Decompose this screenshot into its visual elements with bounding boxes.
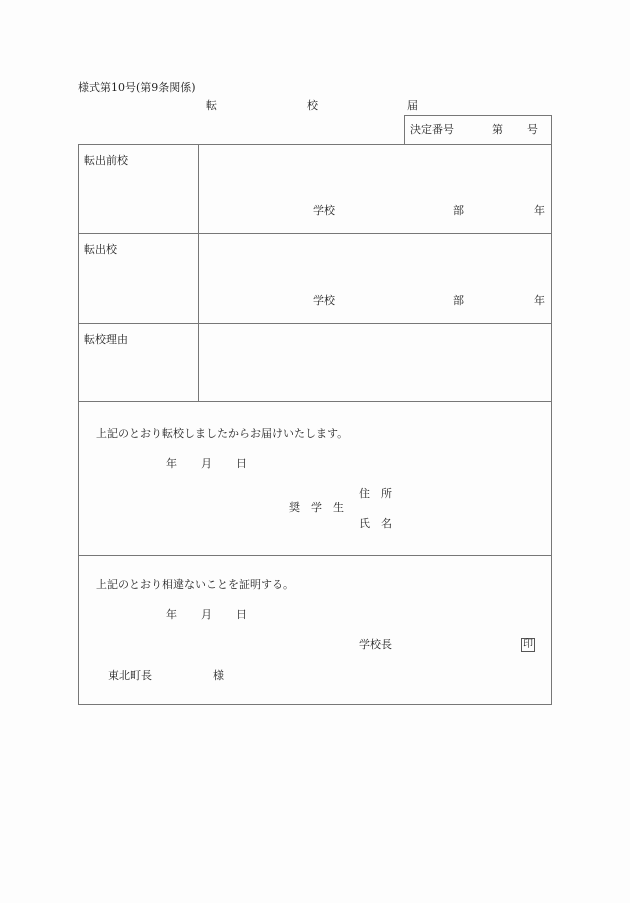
seal-icon: 印	[523, 639, 533, 650]
declaration-statement: 上記のとおり転校しましたからお届けいたします。	[96, 427, 349, 440]
form-number: 様式第10号(第9条関係)	[78, 81, 196, 94]
row-label: 転出前校	[84, 154, 128, 167]
name-label: 氏 名	[359, 517, 392, 530]
decision-number-suffix: 号	[527, 123, 538, 136]
division-suffix: 部	[453, 294, 464, 307]
transfer-reason-field[interactable]	[199, 324, 551, 401]
honorific: 様	[213, 669, 224, 682]
table-border-bottom	[78, 704, 552, 705]
title-char-3: 届	[407, 99, 418, 112]
grade-suffix: 年	[534, 204, 545, 217]
date-day: 日	[236, 608, 247, 621]
table-border-right	[551, 115, 552, 705]
date-month: 月	[201, 457, 212, 470]
title-char-2: 校	[307, 99, 318, 112]
table-border-left	[78, 144, 79, 705]
certification-statement: 上記のとおり相違ないことを証明する。	[96, 578, 294, 591]
row-label: 転出校	[84, 243, 117, 256]
date-year: 年	[166, 457, 177, 470]
new-school-field[interactable]	[199, 234, 551, 323]
decision-number-label: 決定番号	[410, 123, 454, 136]
date-month: 月	[201, 608, 212, 621]
address-label: 住 所	[359, 487, 392, 500]
principal-label: 学校長	[359, 638, 392, 651]
decision-number-prefix: 第	[492, 123, 503, 136]
addressee: 東北町長	[108, 669, 152, 682]
row-label: 転校理由	[84, 333, 128, 346]
division-suffix: 部	[453, 204, 464, 217]
date-day: 日	[236, 457, 247, 470]
title-char-1: 転	[206, 99, 217, 112]
date-year: 年	[166, 608, 177, 621]
applicant-label: 奨 学 生	[289, 501, 344, 514]
grade-suffix: 年	[534, 294, 545, 307]
school-suffix: 学校	[313, 294, 335, 307]
school-suffix: 学校	[313, 204, 335, 217]
previous-school-field[interactable]	[199, 145, 551, 233]
